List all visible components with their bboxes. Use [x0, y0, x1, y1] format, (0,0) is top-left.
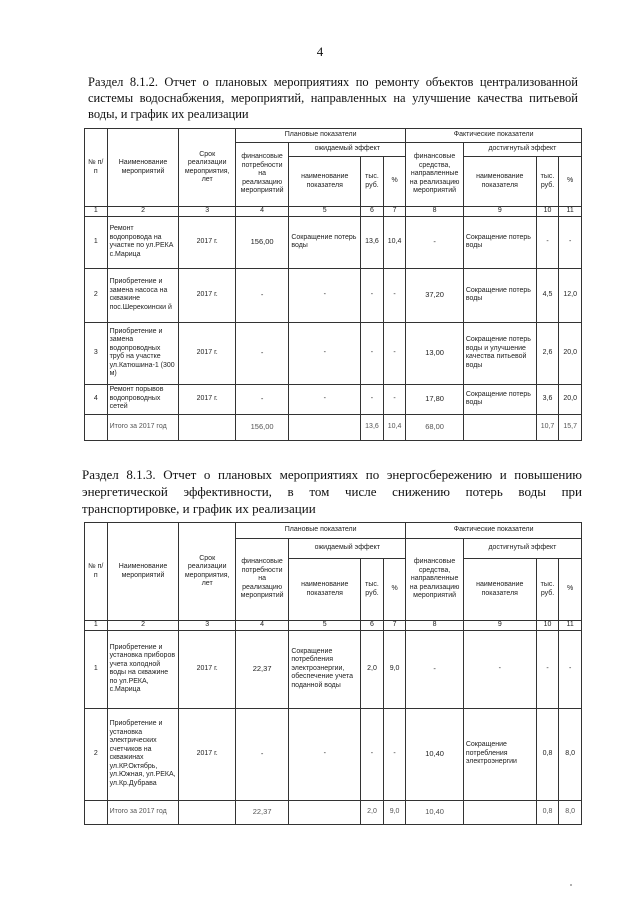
column-index: 10 — [536, 207, 559, 217]
header-fin-spent: финансовые средства, направленные на реализацию мероприятий — [406, 539, 464, 621]
row-term: 2017 г. — [179, 268, 235, 322]
row-name: Приобретение и замена насоса на скважине пос.Шерекоински й — [107, 268, 179, 322]
row-plan-rub: - — [361, 268, 384, 322]
column-index: 4 — [235, 207, 288, 217]
row-plan-effect: - — [289, 322, 361, 384]
header-planned: Плановые показатели — [235, 523, 405, 539]
total-plan-pct: 9,0 — [383, 800, 406, 824]
header-num: № п/п — [85, 523, 108, 621]
header-term: Срок реализации мероприятия, лет — [179, 523, 235, 621]
row-plan-pct: 10,4 — [383, 216, 406, 268]
scan-speck — [570, 884, 572, 886]
total-empty — [179, 414, 235, 440]
column-index: 1 — [85, 207, 108, 217]
row-number: 2 — [85, 268, 108, 322]
header-fin-need: финансовые потребности на реализацию мероприятий — [235, 539, 288, 621]
total-empty — [85, 800, 108, 824]
row-fact-effect: Сокращение потерь воды и улучшение качества питьевой воды — [463, 322, 536, 384]
column-index-row — [85, 207, 582, 217]
total-fact-pct: 15,7 — [559, 414, 582, 440]
row-plan-rub: - — [361, 708, 384, 800]
row-fact-fin: - — [406, 216, 464, 268]
row-fact-effect: Сокращение потерь воды — [463, 384, 536, 414]
row-fact-fin: - — [406, 630, 464, 708]
row-number: 1 — [85, 216, 108, 268]
row-fact-pct: - — [559, 216, 582, 268]
row-fact-pct: 20,0 — [559, 384, 582, 414]
row-fact-rub: 0,8 — [536, 708, 559, 800]
row-number: 3 — [85, 322, 108, 384]
column-index: 5 — [289, 207, 361, 217]
total-fact-pct: 8,0 — [559, 800, 582, 824]
row-name: Приобретение и замена водопроводных труб на участке ул.Катюшина-1 (300 м) — [107, 322, 179, 384]
row-term: 2017 г. — [179, 216, 235, 268]
row-plan-effect: Сокращение потерь воды — [289, 216, 361, 268]
table-row — [85, 268, 582, 322]
total-fact-fin: 68,00 — [406, 414, 464, 440]
row-plan-effect: - — [289, 268, 361, 322]
row-term: 2017 г. — [179, 708, 235, 800]
column-index: 4 — [235, 621, 288, 631]
total-empty — [179, 800, 235, 824]
column-index: 11 — [559, 621, 582, 631]
header-achieved-effect: достигнутый эффект — [463, 539, 581, 559]
total-empty — [463, 414, 536, 440]
row-term: 2017 г. — [179, 384, 235, 414]
row-plan-rub: 2,0 — [361, 630, 384, 708]
total-label: Итого за 2017 год — [107, 800, 179, 824]
row-fact-rub: 3,6 — [536, 384, 559, 414]
column-index: 1 — [85, 621, 108, 631]
section-heading-8-1-2: Раздел 8.1.2. Отчет о плановых мероприятиях по ремонту объектов централизованной системы водоснабжения, мероприятий, направленных на улучшение качества питьевой воды, и график их реализации — [88, 75, 578, 121]
column-index: 10 — [536, 621, 559, 631]
total-row — [85, 800, 582, 824]
row-plan-rub: 13,6 — [361, 216, 384, 268]
table-row — [85, 216, 582, 268]
total-plan-rub: 13,6 — [361, 414, 384, 440]
row-plan-fin: - — [235, 708, 288, 800]
header-num: № п/п — [85, 129, 108, 207]
total-fact-fin: 10,40 — [406, 800, 464, 824]
total-plan-fin: 156,00 — [235, 414, 288, 440]
table-8-1-3 — [84, 522, 582, 825]
row-fact-fin: 13,00 — [406, 322, 464, 384]
row-term: 2017 г. — [179, 630, 235, 708]
row-plan-pct: - — [383, 268, 406, 322]
row-fact-effect: Сокращение потерь воды — [463, 268, 536, 322]
row-fact-effect: Сокращение потерь воды — [463, 216, 536, 268]
row-plan-rub: - — [361, 322, 384, 384]
table-row — [85, 708, 582, 800]
total-row — [85, 414, 582, 440]
row-fact-rub: - — [536, 630, 559, 708]
row-number: 4 — [85, 384, 108, 414]
table-header — [85, 129, 582, 217]
row-fact-pct: 8,0 — [559, 708, 582, 800]
row-fact-fin: 37,20 — [406, 268, 464, 322]
row-fact-fin: 17,80 — [406, 384, 464, 414]
column-index-row — [85, 621, 582, 631]
header-expected-effect: ожидаемый эффект — [289, 143, 406, 157]
header-name: Наименование мероприятий — [107, 129, 179, 207]
header-achieved-name: наименование показателя — [463, 559, 536, 621]
header-actual: Фактические показатели — [406, 523, 582, 539]
header-effect-name: наименование показателя — [289, 559, 361, 621]
column-index: 9 — [463, 621, 536, 631]
row-plan-pct: - — [383, 322, 406, 384]
row-plan-effect: - — [289, 384, 361, 414]
table-header — [85, 523, 582, 631]
page-number: 4 — [316, 44, 324, 59]
header-effect-name: наименование показателя — [289, 157, 361, 207]
column-index: 8 — [406, 207, 464, 217]
row-name: Приобретение и установка электрических счетчиков на скважинах ул.КР.Октябрь, ул.Южная, ул.РЕКА, ул.Кр.Дубрава — [107, 708, 179, 800]
row-plan-effect: Сокращение потребления электроэнергии, обеспечение учета поданной воды — [289, 630, 361, 708]
total-empty — [289, 800, 361, 824]
table-row — [85, 322, 582, 384]
row-plan-fin: - — [235, 384, 288, 414]
column-index: 3 — [179, 621, 235, 631]
header-achieved-name: наименование показателя — [463, 157, 536, 207]
table-8-1-2 — [84, 128, 582, 441]
column-index: 5 — [289, 621, 361, 631]
row-name: Ремонт водопровода на участке по ул.РЕКА с.Марица — [107, 216, 179, 268]
column-index: 7 — [383, 207, 406, 217]
column-index: 6 — [361, 621, 384, 631]
header-planned: Плановые показатели — [235, 129, 405, 143]
row-fact-rub: 4,5 — [536, 268, 559, 322]
column-index: 9 — [463, 207, 536, 217]
row-fact-fin: 10,40 — [406, 708, 464, 800]
header-term: Срок реализации мероприятия, лет — [179, 129, 235, 207]
header-achieved-effect: достигнутый эффект — [463, 143, 581, 157]
total-empty — [289, 414, 361, 440]
column-index: 3 — [179, 207, 235, 217]
column-index: 11 — [559, 207, 582, 217]
column-index: 6 — [361, 207, 384, 217]
row-plan-pct: - — [383, 708, 406, 800]
total-label: Итого за 2017 год — [107, 414, 179, 440]
column-index: 2 — [107, 207, 179, 217]
header-actual: Фактические показатели — [406, 129, 582, 143]
column-index: 2 — [107, 621, 179, 631]
row-fact-rub: 2,6 — [536, 322, 559, 384]
total-empty — [85, 414, 108, 440]
header-pct: % — [383, 157, 406, 207]
header-fin-need: финансовые потребности на реализацию мероприятий — [235, 143, 288, 207]
total-plan-fin: 22,37 — [235, 800, 288, 824]
total-empty — [463, 800, 536, 824]
row-term: 2017 г. — [179, 322, 235, 384]
header-name: Наименование мероприятий — [107, 523, 179, 621]
total-plan-rub: 2,0 — [361, 800, 384, 824]
column-index: 7 — [383, 621, 406, 631]
row-fact-rub: - — [536, 216, 559, 268]
row-fact-pct: 20,0 — [559, 322, 582, 384]
header-thous-rub: тыс. руб. — [361, 559, 384, 621]
row-number: 1 — [85, 630, 108, 708]
total-plan-pct: 10,4 — [383, 414, 406, 440]
row-plan-fin: 156,00 — [235, 216, 288, 268]
header-thous-rub: тыс. руб. — [536, 559, 559, 621]
header-pct: % — [559, 559, 582, 621]
header-fin-spent: финансовые средства, направленные на реализацию мероприятий — [406, 143, 464, 207]
row-fact-effect: Сокращение потребления электроэнергии — [463, 708, 536, 800]
row-fact-pct: - — [559, 630, 582, 708]
row-plan-pct: - — [383, 384, 406, 414]
row-plan-fin: - — [235, 268, 288, 322]
total-fact-rub: 10,7 — [536, 414, 559, 440]
row-plan-pct: 9,0 — [383, 630, 406, 708]
header-thous-rub: тыс. руб. — [361, 157, 384, 207]
row-plan-effect: - — [289, 708, 361, 800]
row-plan-fin: 22,37 — [235, 630, 288, 708]
row-number: 2 — [85, 708, 108, 800]
table-row — [85, 384, 582, 414]
row-name: Приобретение и установка приборов учета холодной воды на скважине по ул.РЕКА, с.Марица — [107, 630, 179, 708]
row-fact-effect: - — [463, 630, 536, 708]
row-plan-fin: - — [235, 322, 288, 384]
header-pct: % — [559, 157, 582, 207]
section-heading-8-1-3: Раздел 8.1.3. Отчет о плановых мероприятиях по энергосбережению и повышению энергетической эффективности, в том числе снижению потерь воды при транспортировке, и график их реализации — [82, 467, 582, 516]
row-fact-pct: 12,0 — [559, 268, 582, 322]
column-index: 8 — [406, 621, 464, 631]
header-pct: % — [383, 559, 406, 621]
header-thous-rub: тыс. руб. — [536, 157, 559, 207]
row-plan-rub: - — [361, 384, 384, 414]
table-row — [85, 630, 582, 708]
row-name: Ремонт порывов водопроводных сетей — [107, 384, 179, 414]
header-expected-effect: ожидаемый эффект — [289, 539, 406, 559]
total-fact-rub: 0,8 — [536, 800, 559, 824]
